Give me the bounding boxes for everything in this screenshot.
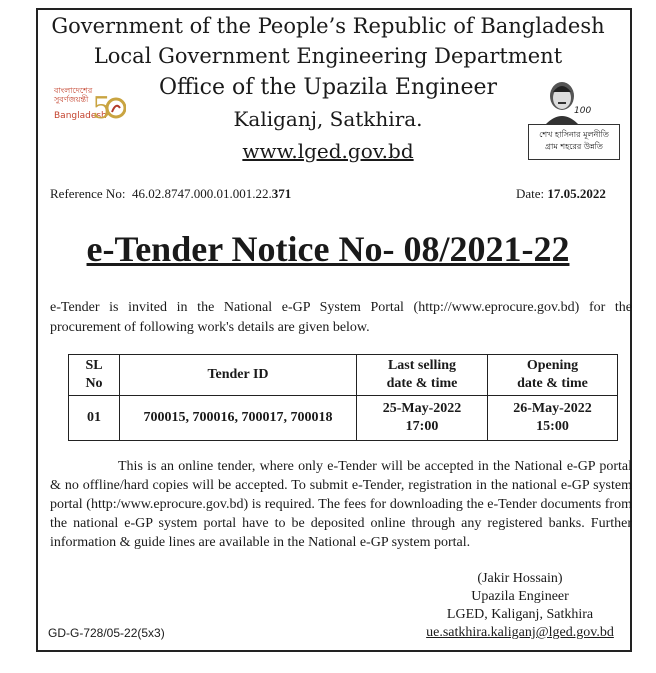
- signature-block: [400, 570, 640, 642]
- svg-text:5: 5: [92, 91, 112, 124]
- date-line: [516, 186, 606, 202]
- signatory-title: Upazila Engineer: [471, 589, 569, 604]
- cell-last-selling: 25-May-2022 17:00: [357, 396, 488, 441]
- header-opening: Opening date & time: [488, 355, 618, 396]
- table-header-row: [69, 355, 618, 396]
- slogan-line-1: শেখ হাসিনার মূলনীতি: [539, 130, 609, 139]
- signatory-org: LGED, Kaliganj, Satkhira: [446, 607, 594, 622]
- slogan-line-2: গ্রাম শহরের উন্নতি: [545, 142, 603, 151]
- intro-paragraph: e-Tender is invited in the National e-GP System Portal (http://www.eprocure.gov.bd) for the procurement of following work's details are given below.: [50, 300, 632, 335]
- location-title: Kaliganj, Satkhira.: [233, 107, 423, 131]
- reference-line: [50, 186, 291, 202]
- table-row: [69, 396, 618, 441]
- date-value: 17.05.2022: [547, 186, 606, 201]
- tender-table: [68, 354, 618, 441]
- notice-title: e-Tender Notice No- 08/2021-22: [86, 229, 570, 269]
- mujib-centenary-logo: [528, 76, 624, 162]
- cell-tender-id: 700015, 700016, 700017, 700018: [120, 396, 357, 441]
- signatory-name: (Jakir Hossain): [477, 571, 563, 586]
- office-title: Office of the Upazila Engineer: [158, 75, 498, 100]
- slogan-box: [528, 124, 620, 160]
- reference-label: Reference No:: [50, 186, 126, 201]
- publication-code: GD-G-728/05-22(5x3): [48, 626, 165, 640]
- jubilee-bangladesh-text: Bangladesh: [54, 111, 107, 121]
- jubilee-bangla-text: বাংলাদেশের সুবর্ণজয়ন্তী: [54, 86, 93, 104]
- department-title: Local Government Engineering Department: [93, 44, 563, 68]
- golden-jubilee-logo: [54, 84, 126, 134]
- date-label: Date:: [516, 186, 545, 201]
- cell-sl: 01: [69, 396, 120, 441]
- header-tender-id: Tender ID: [120, 355, 357, 396]
- body-paragraph: [50, 457, 632, 552]
- reference-suffix: 371: [271, 186, 292, 201]
- body-text: This is an online tender, where only e-Tender will be accepted in the National e-GP portal & no offline/hard copies will be accepted. To submit e-Tender, registration in the national e-GP system portal (http:/www.eprocure.gov.bd) is required. The fees for downloading the e-Tender documents from the national e-GP system portal have to be deposited online through any registered banks. Further information & guide lines are available in the National e-GP system portal.: [50, 459, 632, 550]
- header-sl: SL No: [69, 355, 120, 396]
- govt-title: Government of the People’s Republic of Bangladesh: [51, 14, 605, 38]
- centenary-number: 100: [574, 106, 592, 116]
- reference-number: 46.02.8747.000.01.001.22.: [131, 186, 272, 201]
- website-link[interactable]: www.lged.gov.bd: [242, 139, 414, 163]
- portrait-icon: [538, 76, 586, 124]
- signatory-email[interactable]: ue.satkhira.kaliganj@lged.gov.bd: [426, 625, 614, 640]
- header-last-selling: Last selling date & time: [357, 355, 488, 396]
- fifty-emblem-icon: [92, 84, 126, 124]
- cell-opening: 26-May-2022 15:00: [488, 396, 618, 441]
